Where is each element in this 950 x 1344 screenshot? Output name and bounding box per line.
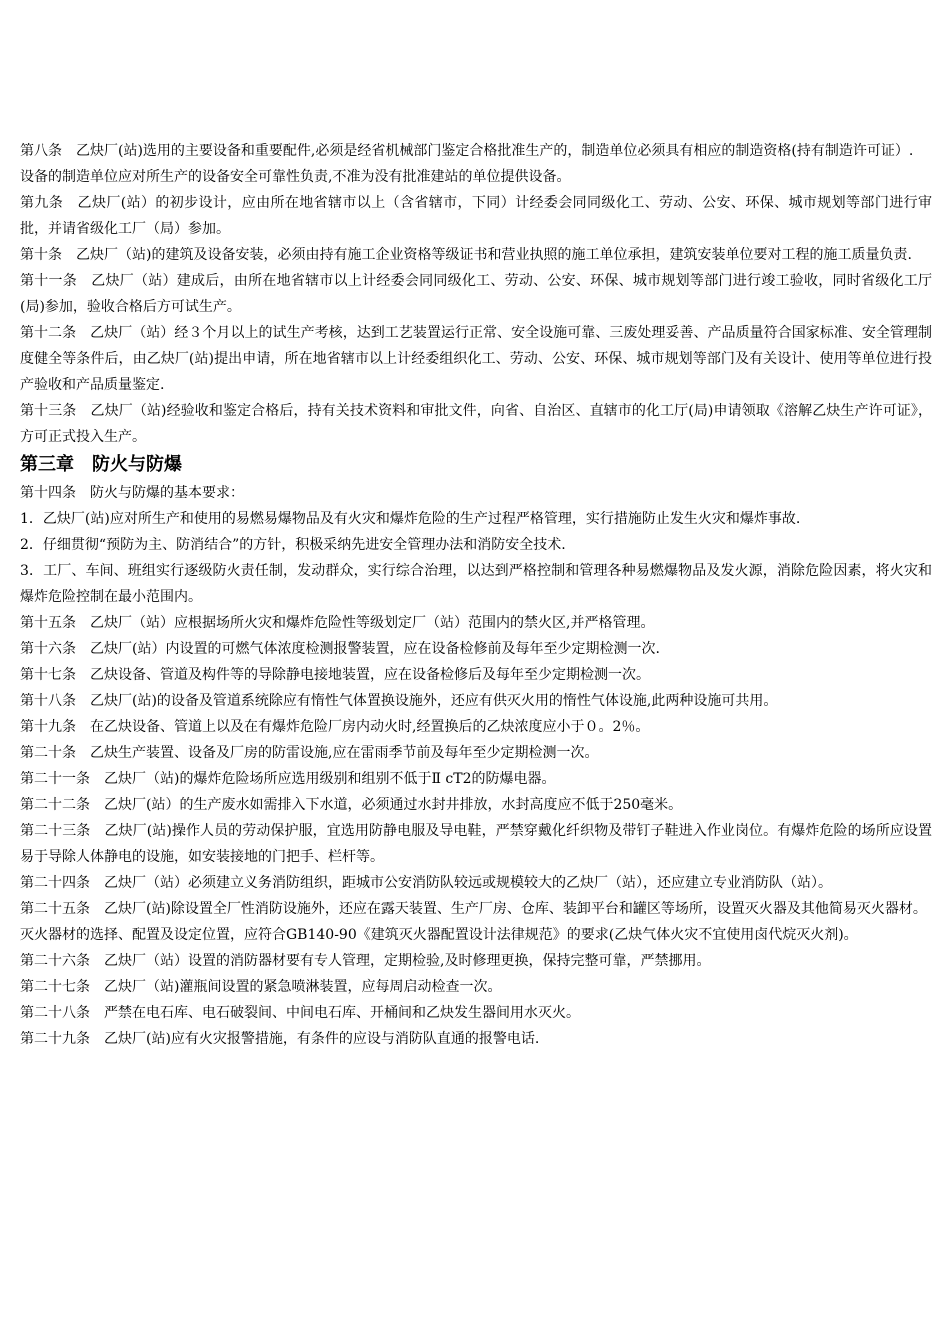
article-20: 第二十条 乙炔生产装置、设备及厂房的防雷设施,应在雷雨季节前及每年至少定期检测一次。 bbox=[20, 745, 599, 761]
article-22: 第二十二条 乙炔厂(站）的生产废水如需排入下水道，必须通过水封井排放，水封高度应不低于250毫米。 bbox=[20, 797, 683, 813]
article-25: 第二十五条 乙炔厂(站)除设置全厂性消防设施外，还应在露天装置、生产厂房、仓库、装卸平台和罐区等场所，设置灭火器及其他简易灭火器材。 bbox=[20, 901, 927, 917]
article-23: 第二十三条 乙炔厂(站)操作人员的劳动保护服，宜选用防静电服及导电鞋，严禁穿戴化纤织物及带钉子鞋进入作业岗位。有爆炸危险的场所应设置易于导除人体静电的设施，如安装接地的门把手、栏杆等。 bbox=[20, 823, 932, 865]
article-28: 第二十八条 严禁在电石库、电石破裂间、中间电石库、开桶间和乙炔发生器间用水灭火。 bbox=[20, 1005, 580, 1021]
article-15: 第十五条 乙炔厂（站）应根据场所火灾和爆炸危险性等级划定厂（站）范围内的禁火区,并严格管理。 bbox=[20, 615, 655, 631]
article-27: 第二十七条 乙炔厂（站)灌瓶间设置的紧急喷淋装置，应每周启动检查一次。 bbox=[20, 979, 502, 995]
article-24: 第二十四条 乙炔厂（站）必须建立义务消防组织，距城市公安消防队较远或规模较大的乙炔厂（站），还应建立专业消防队（站）。 bbox=[20, 875, 832, 891]
article-26: 第二十六条 乙炔厂（站）设置的消防器材要有专人管理，定期检验,及时修理更换，保持完整可靠，严禁挪用。 bbox=[20, 953, 711, 969]
article-14-item-3: 3．工厂、车间、班组实行逐级防火责任制，发动群众，实行综合治理，以达到严格控制和管理各种易燃爆物品及发火源，消除危险因素，将火灾和爆炸危险控制在最小范围内。 bbox=[20, 563, 932, 605]
chapter-3-heading: 第三章 防火与防爆 bbox=[20, 454, 182, 475]
article-8-supplement: 设备的制造单位应对所生产的设备安全可靠性负责,不准为没有批准建站的单位提供设备。 bbox=[20, 169, 571, 185]
article-10: 第十条 乙炔厂（站)的建筑及设备安装，必须由持有施工企业资格等级证书和营业执照的施工单位承担，建筑安装单位要对工程的施工质量负责. bbox=[20, 247, 912, 263]
article-14-item-1: 1．乙炔厂(站)应对所生产和使用的易燃易爆物品及有火灾和爆炸危险的生产过程严格管理，实行措施防止发生火灾和爆炸事故. bbox=[20, 511, 801, 527]
article-21: 第二十一条 乙炔厂（站)的爆炸危险场所应选用级别和组别不低于Ⅱ cT2的防爆电器。 bbox=[20, 771, 556, 787]
article-14-item-2: 2．仔细贯彻“预防为主、防消结合”的方针，积极采纳先进安全管理办法和消防安全技术. bbox=[20, 537, 566, 553]
article-29: 第二十九条 乙炔厂(站)应有火灾报警措施，有条件的应设与消防队直通的报警电话. bbox=[20, 1031, 540, 1047]
article-13: 第十三条 乙炔厂（站)经验收和鉴定合格后，持有关技术资料和审批文件，向省、自治区、直辖市的化工厅(局)申请领取《溶解乙炔生产许可证》，方可正式投入生产。 bbox=[20, 403, 932, 445]
article-12: 第十二条 乙炔厂（站）经３个月以上的试生产考核，达到工艺装置运行正常、安全设施可靠、三废处理妥善、产品质量符合国家标准、安全管理制度健全等条件后，由乙炔厂(站)提出申请，所在地省辖市以上计经委组织化工、劳动、公安、环保、城市规划等部门及有关设计、使用等单位进行投产验收和产品质量鉴定. bbox=[20, 325, 932, 393]
article-11: 第十一条 乙炔厂（站）建成后，由所在地省辖市以上计经委会同同级化工、劳动、公安、环保、城市规划等部门进行竣工验收，同时省级化工厅(局)参加，验收合格后方可试生产。 bbox=[20, 273, 932, 315]
article-18: 第十八条 乙炔厂(站)的设备及管道系统除应有惰性气体置换设施外，还应有供灭火用的惰性气体设施,此两种设施可共用。 bbox=[20, 693, 778, 709]
article-17: 第十七条 乙炔设备、管道及构件等的导除静电接地装置，应在设备检修后及每年至少定期检测一次。 bbox=[20, 667, 650, 683]
article-8: 第八条 乙炔厂(站)选用的主要设备和重要配件,必须是经省机械部门鉴定合格批准生产的，制造单位必须具有相应的制造资格(持有制造许可证）. bbox=[20, 143, 914, 159]
document-page bbox=[20, 138, 932, 1052]
article-16: 第十六条 乙炔厂(站）内设置的可燃气体浓度检测报警装置，应在设备检修前及每年至少定期检测一次. bbox=[20, 641, 660, 657]
article-25-supplement: 灭火器材的选择、配置及设定位置，应符合GB140-90《建筑灭火器配置设计法律规范》的要求(乙炔气体火灾不宜使用卤代烷灭火剂)。 bbox=[20, 927, 858, 943]
article-9: 第九条 乙炔厂(站）的初步设计，应由所在地省辖市以上（含省辖市，下同）计经委会同同级化工、劳动、公安、环保、城市规划等部门进行审批，并请省级化工厂（局）参加。 bbox=[20, 195, 932, 237]
article-19: 第十九条 在乙炔设备、管道上以及在有爆炸危险厂房内动火时,经置换后的乙炔浓度应小于０。2％。 bbox=[20, 719, 650, 735]
article-14: 第十四条 防火与防爆的基本要求： bbox=[20, 485, 244, 501]
